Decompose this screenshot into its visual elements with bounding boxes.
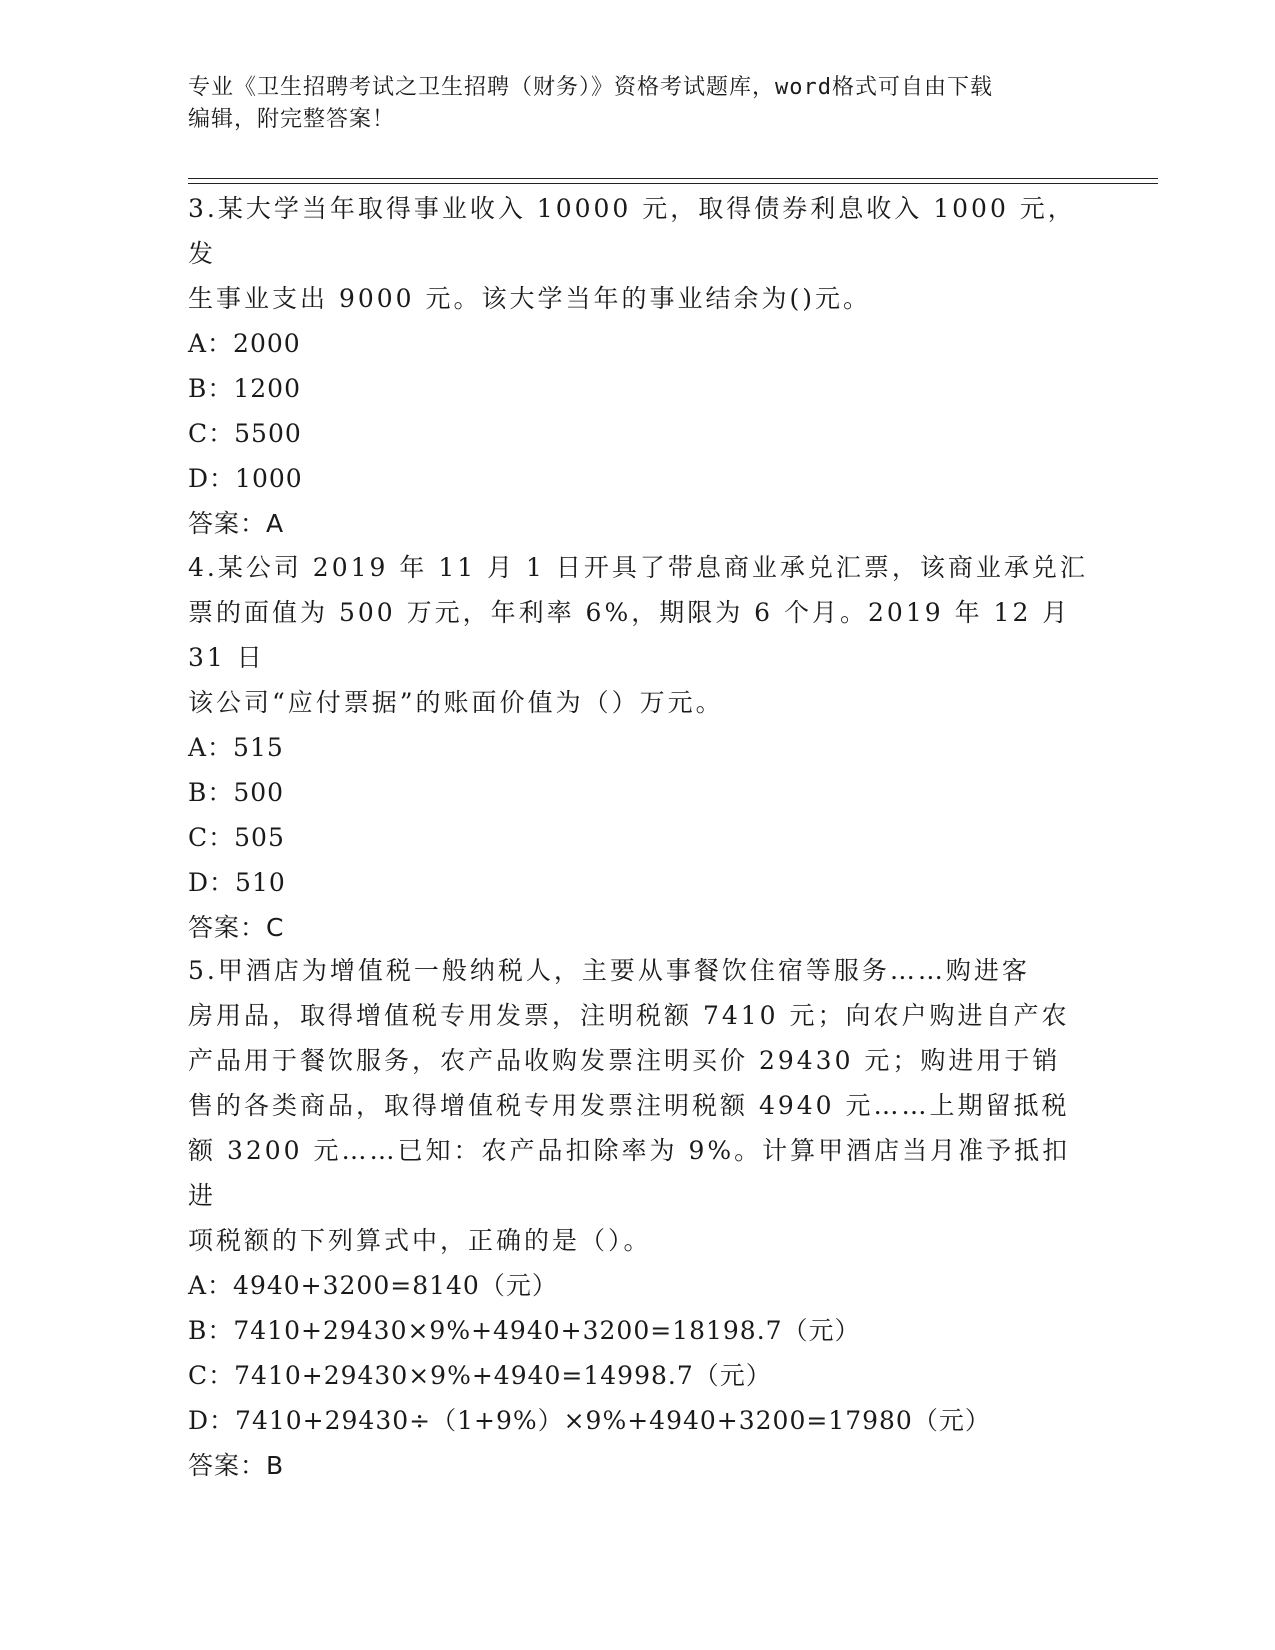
option-a: A：515 xyxy=(188,733,284,762)
question-stem-line: 4.某公司 2019 年 11 月 1 日开具了带息商业承兑汇票，该商业承兑汇 xyxy=(188,553,1088,582)
option-d: D：510 xyxy=(188,868,286,897)
question-stem-line: 项税额的下列算式中，正确的是（）。 xyxy=(188,1226,652,1255)
question-stem-line: 票的面值为 500 万元，年利率 6%，期限为 6 个月。2019 年 12 月 31 日 xyxy=(188,598,1071,672)
header-divider-top xyxy=(188,178,1158,179)
answer: 答案：C xyxy=(188,913,285,942)
question-stem-line: 生事业支出 9000 元。该大学当年的事业结余为()元。 xyxy=(188,284,872,313)
question-stem-line: 该公司“应付票据”的账面价值为（）万元。 xyxy=(188,688,724,717)
option-b: B：1200 xyxy=(188,374,301,403)
option-a: A：4940+3200=8140（元） xyxy=(188,1271,558,1300)
option-c: C：7410+29430×9%+4940=14998.7（元） xyxy=(188,1361,772,1390)
question-stem-line: 售的各类商品，取得增值税专用发票注明税额 4940 元……上期留抵税 xyxy=(188,1091,1070,1120)
question-4 xyxy=(188,545,1088,950)
question-stem-line: 3.某大学当年取得事业收入 10000 元，取得债券利息收入 1000 元，发 xyxy=(188,194,1076,268)
answer: 答案：B xyxy=(188,1451,285,1480)
answer: 答案：A xyxy=(188,509,285,538)
question-stem-line: 额 3200 元……已知：农产品扣除率为 9%。计算甲酒店当月准予抵扣进 xyxy=(188,1136,1071,1210)
header-divider-bottom xyxy=(188,183,1158,184)
header-line-1: 专业《卫生招聘考试之卫生招聘（财务）》资格考试题库，word格式可自由下载 xyxy=(188,75,993,100)
document-header xyxy=(188,72,1088,136)
option-b: B：7410+29430×9%+4940+3200=18198.7（元） xyxy=(188,1316,861,1345)
option-d: D：1000 xyxy=(188,464,303,493)
question-stem-line: 产品用于餐饮服务，农产品收购发票注明买价 29430 元；购进用于销 xyxy=(188,1046,1061,1075)
option-d: D：7410+29430÷（1+9%）×9%+4940+3200=17980（元） xyxy=(188,1406,991,1435)
question-stem-line: 房用品，取得增值税专用发票，注明税额 7410 元；向农户购进自产农 xyxy=(188,1001,1070,1030)
option-c: C：5500 xyxy=(188,419,302,448)
option-a: A：2000 xyxy=(188,329,301,358)
question-3 xyxy=(188,186,1088,546)
question-stem-line: 5.甲酒店为增值税一般纳税人，主要从事餐饮住宿等服务……购进客 xyxy=(188,956,1030,985)
question-5 xyxy=(188,948,1088,1488)
option-c: C：505 xyxy=(188,823,285,852)
option-b: B：500 xyxy=(188,778,285,807)
header-line-2: 编辑，附完整答案！ xyxy=(188,107,396,132)
